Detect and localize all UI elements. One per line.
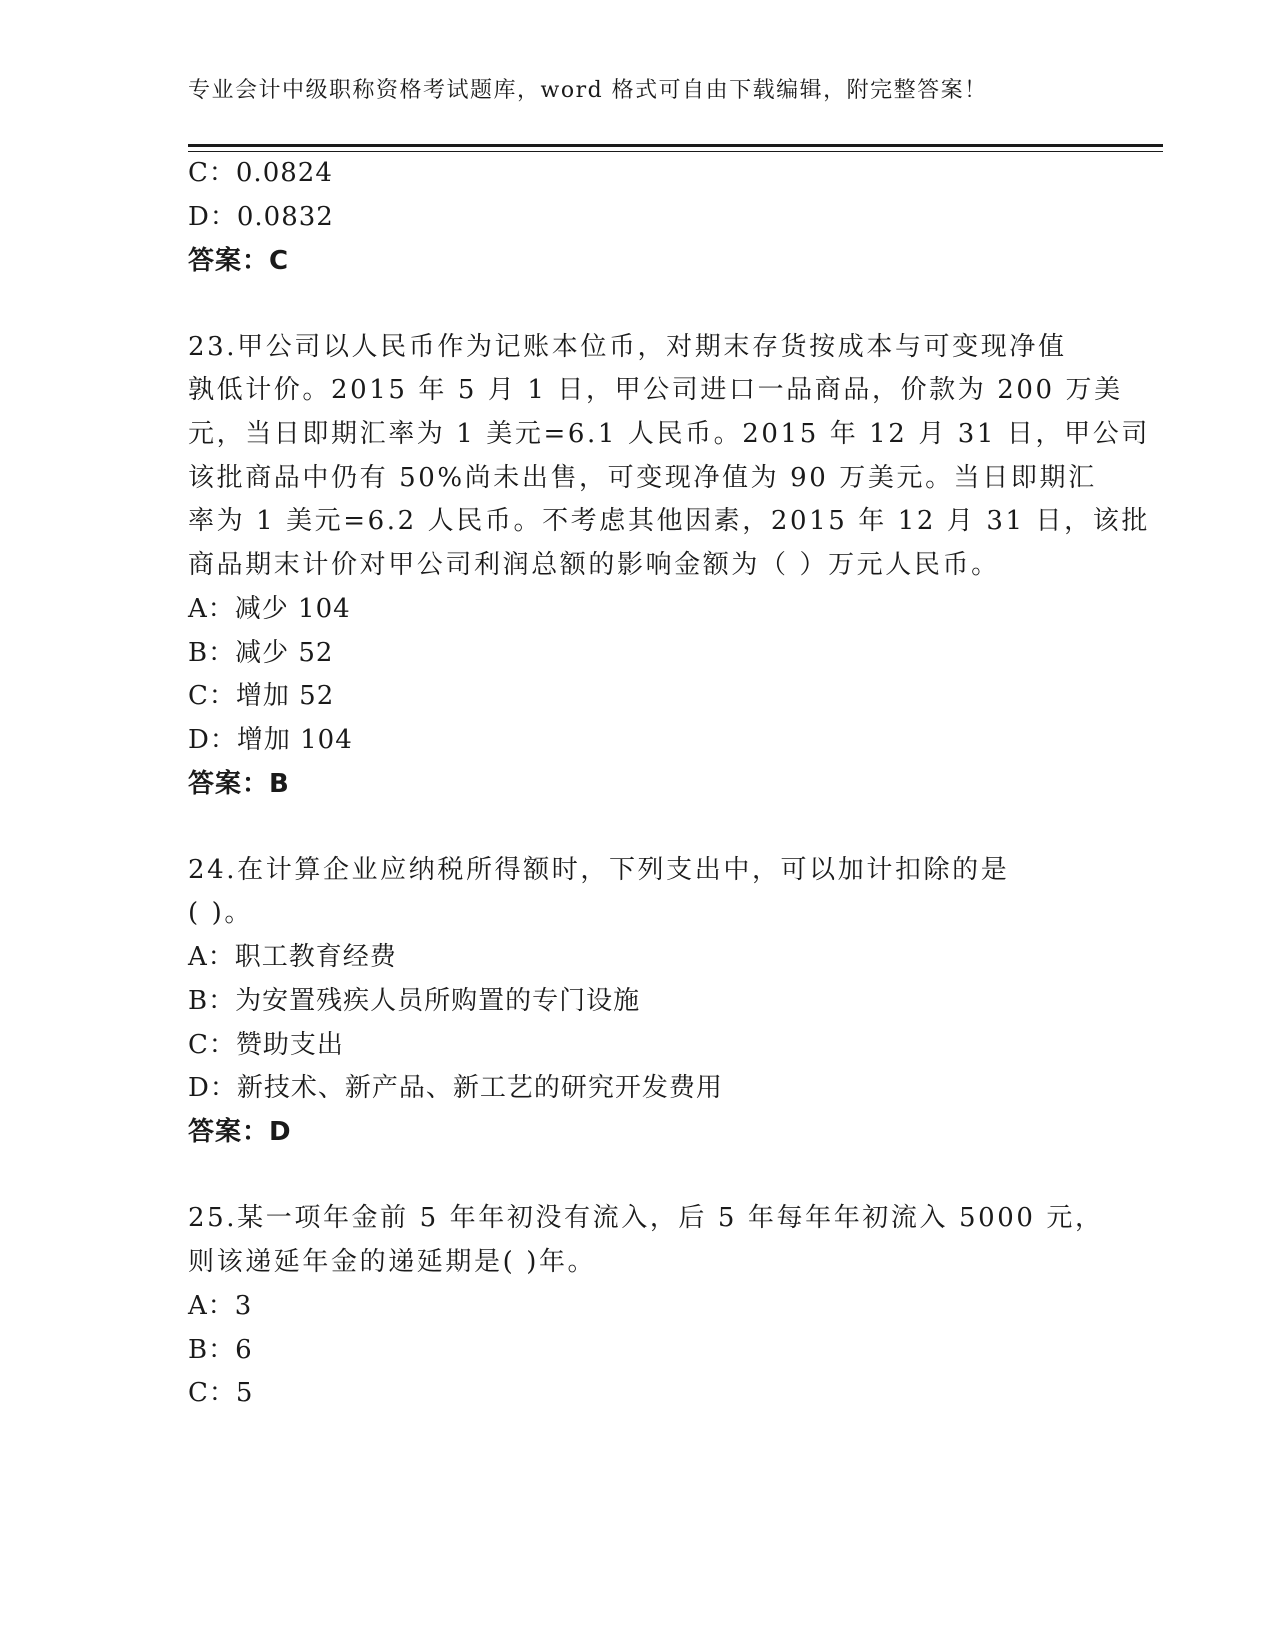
header-rule-thin [188, 151, 1163, 152]
question-24-line: ( )。 [188, 898, 253, 928]
option-d: D：新技术、新产品、新工艺的研究开发费用 [188, 1073, 723, 1103]
option-b: B：为安置残疾人员所购置的专门设施 [188, 986, 641, 1016]
option-c: C：0.0824 [188, 158, 333, 188]
question-23-line: 商品期末计价对甲公司利润总额的影响金额为（ ）万元人民币。 [188, 550, 1000, 580]
question-23-line: 该批商品中仍有 50%尚未出售，可变现净值为 90 万美元。当日即期汇 [188, 463, 1097, 493]
question-24-line: 24.在计算企业应纳税所得额时，下列支出中，可以加计扣除的是 [188, 855, 1010, 885]
question-23-line: 元，当日即期汇率为 1 美元=6.1 人民币。2015 年 12 月 31 日，甲公司 [188, 419, 1150, 449]
question-23-line: 率为 1 美元=6.2 人民币。不考虑其他因素，2015 年 12 月 31 日，该批 [188, 506, 1150, 536]
answer-label: 答案：B [188, 769, 290, 799]
question-23-line: 孰低计价。2015 年 5 月 1 日，甲公司进口一品商品，价款为 200 万美 [188, 375, 1123, 405]
option-a: A：职工教育经费 [188, 942, 397, 972]
question-25-line: 则该递延年金的递延期是( )年。 [188, 1247, 597, 1277]
header-rule-thick [188, 144, 1163, 147]
option-a: A：3 [188, 1291, 253, 1321]
option-a: A：减少 104 [188, 594, 351, 624]
option-c: C：5 [188, 1378, 254, 1408]
option-d: D：0.0832 [188, 202, 334, 232]
option-c: C：赞助支出 [188, 1030, 344, 1060]
option-c: C：增加 52 [188, 681, 335, 711]
option-d: D：增加 104 [188, 725, 353, 755]
option-b: B：减少 52 [188, 638, 334, 668]
answer-label: 答案：C [188, 246, 290, 276]
page-header: 专业会计中级职称资格考试题库，word 格式可自由下载编辑，附完整答案！ [188, 78, 988, 103]
answer-label: 答案：D [188, 1117, 292, 1147]
question-25-line: 25.某一项年金前 5 年年初没有流入，后 5 年每年年初流入 5000 元， [188, 1203, 1104, 1233]
question-23-line: 23.甲公司以人民币作为记账本位币，对期末存货按成本与可变现净值 [188, 332, 1067, 362]
option-b: B：6 [188, 1335, 253, 1365]
